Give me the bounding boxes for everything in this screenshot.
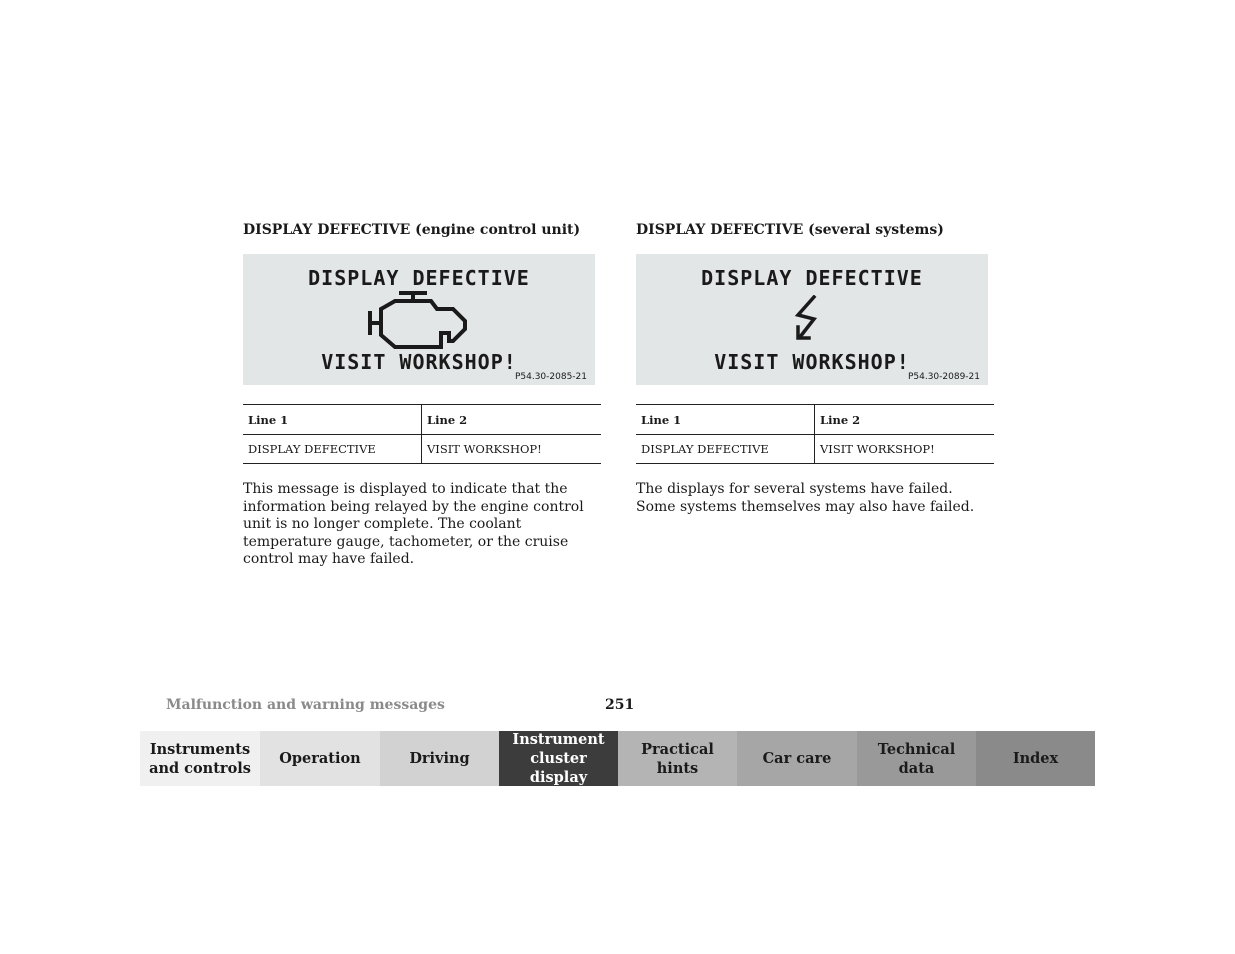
nav-tab-index[interactable]: Index: [976, 731, 1095, 786]
nav-tab-driving[interactable]: Driving: [380, 731, 499, 786]
engine-icon: [367, 289, 471, 351]
figure-code: P54.30-2085-21: [514, 372, 587, 382]
nav-tab-car-care[interactable]: Car care: [737, 731, 857, 786]
table-header-row: [243, 405, 601, 435]
table-cell: VISIT WORKSHOP!: [815, 435, 995, 464]
message-table: [636, 404, 994, 464]
footer-section-title: Malfunction and warning messages: [166, 697, 445, 713]
page-number: 251: [605, 697, 635, 713]
table-header: Line 2: [815, 405, 995, 435]
message-table: [243, 404, 601, 464]
lcd-line-2: VISIT WORKSHOP!: [321, 350, 517, 374]
lcd-display: [636, 254, 988, 385]
nav-tab-instruments-and-controls[interactable]: Instruments and controls: [140, 731, 260, 786]
lightning-icon: [792, 295, 822, 341]
table-row: [243, 435, 601, 464]
table-header: Line 1: [243, 405, 422, 435]
table-cell: VISIT WORKSHOP!: [422, 435, 602, 464]
description-text: The displays for several systems have failed. Some systems themselves may also have failed.: [636, 481, 975, 515]
chapter-nav: [140, 731, 1095, 786]
nav-tab-instrument-cluster-display[interactable]: Instrument cluster display: [499, 731, 618, 786]
figure-code: P54.30-2089-21: [907, 372, 980, 382]
section-title: DISPLAY DEFECTIVE (engine control unit): [243, 222, 581, 238]
table-header: Line 2: [422, 405, 602, 435]
lcd-line-1: DISPLAY DEFECTIVE: [308, 266, 530, 290]
lcd-line-1: DISPLAY DEFECTIVE: [701, 266, 923, 290]
description-text: This message is displayed to indicate that the information being relayed by the engine control unit is no longer complete. The coolant temperature gauge, tachometer, or the cruise control may have failed.: [243, 481, 584, 567]
nav-tab-operation[interactable]: Operation: [260, 731, 380, 786]
section-several-systems: [636, 220, 980, 515]
table-cell: DISPLAY DEFECTIVE: [243, 435, 422, 464]
lcd-display: [243, 254, 595, 385]
lcd-line-2: VISIT WORKSHOP!: [714, 350, 910, 374]
table-header: Line 1: [636, 405, 815, 435]
table-header-row: [636, 405, 994, 435]
table-cell: DISPLAY DEFECTIVE: [636, 435, 815, 464]
section-title: DISPLAY DEFECTIVE (several systems): [636, 222, 944, 238]
nav-tab-technical-data[interactable]: Technical data: [857, 731, 976, 786]
table-row: [636, 435, 994, 464]
section-engine-control-unit: [243, 220, 587, 567]
nav-tab-practical-hints[interactable]: Practical hints: [618, 731, 737, 786]
